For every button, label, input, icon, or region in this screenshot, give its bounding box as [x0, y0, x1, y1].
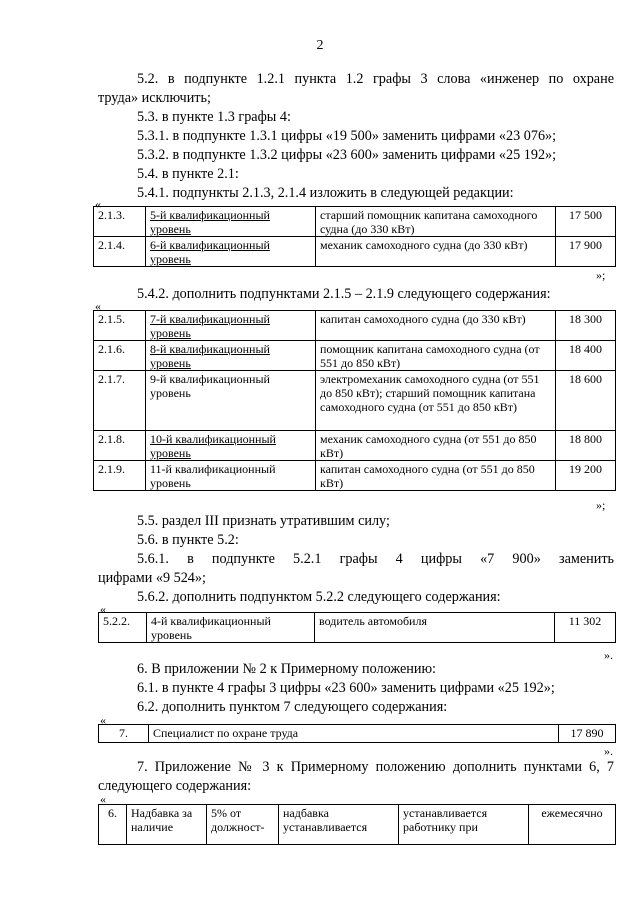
cell-position: помощник капитана самоходного судна (от 551 до 850 кВт) — [316, 341, 556, 371]
close-quote: »; — [596, 498, 606, 512]
cell-level: 7-й квалификационный уровень — [146, 311, 316, 341]
cell-num: 6. — [99, 805, 127, 845]
cell-num: 7. — [99, 725, 149, 743]
para-5-3-2: 5.3.2. в подпункте 1.3.2 цифры «23 600» заменить цифрами «25 192»; — [137, 147, 557, 163]
cell-amount: 17 900 — [556, 237, 616, 267]
table-row — [99, 613, 616, 643]
cell-num: 2.1.9. — [94, 461, 146, 491]
cell-level: 5-й квалификационный уровень — [146, 207, 316, 237]
cell-num: 2.1.5. — [94, 311, 146, 341]
para-5-2-line2: труда» исключить; — [98, 90, 211, 106]
page-number: 2 — [316, 38, 324, 53]
para-5-4: 5.4. в пункте 2.1: — [137, 166, 239, 182]
table-row — [94, 431, 616, 461]
cell-amount: 11 302 — [555, 613, 616, 643]
table-row — [94, 461, 616, 491]
cell-num: 2.1.3. — [94, 207, 146, 237]
para-5-4-2: 5.4.2. дополнить подпунктами 2.1.5 – 2.1.9 следующего содержания: — [137, 286, 551, 302]
cell-level: 11-й квалификационный уровень — [146, 461, 316, 491]
cell-amount: 18 800 — [556, 431, 616, 461]
cell-amount: 5% от должност- — [207, 805, 279, 845]
close-quote: ». — [604, 744, 613, 758]
cell-num: 2.1.4. — [94, 237, 146, 267]
para-5-4-1: 5.4.1. подпункты 2.1.3, 2.1.4 изложить в следующей редакции: — [137, 185, 514, 201]
cell-level: 9-й квалификационный уровень — [146, 371, 316, 431]
cell-level: 6-й квалификационный уровень — [146, 237, 316, 267]
open-quote: « — [95, 299, 101, 313]
table-5-2-2 — [98, 612, 616, 643]
para-5-2-line1: 5.2. в подпункте 1.2.1 пункта 1.2 графы 3 слова «инженер по охране — [137, 71, 614, 87]
table-row — [99, 725, 616, 743]
table-row — [94, 207, 616, 237]
cell-amount: 18 400 — [556, 341, 616, 371]
para-6-2: 6.2. дополнить пунктом 7 следующего содержания: — [137, 699, 448, 715]
close-quote: »; — [596, 268, 606, 282]
table-row — [94, 311, 616, 341]
cell-period: ежемесячно — [529, 805, 616, 845]
cell-condition: надбавка устанавливается — [279, 805, 399, 845]
cell-position: электромеханик самоходного судна (от 551 до 850 кВт); старший помощник капитана самоходного судна (от 551 до 850 кВт) — [316, 371, 556, 431]
close-quote: ». — [604, 648, 613, 662]
open-quote: « — [100, 792, 106, 806]
cell-level: 10-й квалификационный уровень — [146, 431, 316, 461]
table-point-7 — [98, 724, 616, 743]
cell-position: капитан самоходного судна (до 330 кВт) — [316, 311, 556, 341]
para-5-6-1-line1: 5.6.1. в подпункте 5.2.1 графы 4 цифры «7 900» заменить — [137, 551, 614, 567]
para-7-line2: следующего содержания: — [98, 778, 252, 794]
para-5-6-2: 5.6.2. дополнить подпунктом 5.2.2 следующего содержания: — [137, 589, 501, 605]
cell-position: Специалист по охране труда — [149, 725, 559, 743]
cell-position: старший помощник капитана самоходного судна (до 330 кВт) — [316, 207, 556, 237]
cell-num: 5.2.2. — [99, 613, 147, 643]
para-5-5: 5.5. раздел III признать утратившим силу; — [137, 513, 390, 529]
open-quote: « — [100, 713, 106, 727]
cell-amount: 18 600 — [556, 371, 616, 431]
table-row — [94, 237, 616, 267]
cell-amount: 17 500 — [556, 207, 616, 237]
cell-amount: 18 300 — [556, 311, 616, 341]
para-5-6: 5.6. в пункте 5.2: — [137, 532, 239, 548]
cell-amount: 19 200 — [556, 461, 616, 491]
cell-level: 8-й квалификационный уровень — [146, 341, 316, 371]
table-row — [99, 805, 616, 845]
cell-num: 2.1.8. — [94, 431, 146, 461]
cell-position: капитан самоходного судна (от 551 до 850 кВт) — [316, 461, 556, 491]
cell-level: 4-й квалификационный уровень — [147, 613, 315, 643]
table-row — [94, 371, 616, 431]
para-5-3: 5.3. в пункте 1.3 графы 4: — [137, 109, 291, 125]
cell-num: 2.1.7. — [94, 371, 146, 431]
para-6-1: 6.1. в пункте 4 графы 3 цифры «23 600» заменить цифрами «25 192»; — [137, 680, 555, 696]
cell-who: устанавливается работнику при — [399, 805, 529, 845]
para-5-3-1: 5.3.1. в подпункте 1.3.1 цифры «19 500» заменить цифрами «23 076»; — [137, 128, 557, 144]
cell-position: механик самоходного судна (до 330 кВт) — [316, 237, 556, 267]
cell-name: Надбавка за наличие — [127, 805, 207, 845]
para-5-6-1-line2: цифрами «9 524»; — [98, 570, 206, 586]
table-row — [94, 341, 616, 371]
cell-num: 2.1.6. — [94, 341, 146, 371]
cell-position: водитель автомобиля — [315, 613, 555, 643]
para-7-line1: 7. Приложение № 3 к Примерному положению дополнить пунктами 6, 7 — [137, 759, 614, 775]
table-2-1-5-9 — [93, 310, 616, 491]
table-2-1-3-4 — [93, 206, 616, 267]
table-point-6 — [98, 804, 616, 845]
open-quote: « — [100, 602, 106, 616]
para-6: 6. В приложении № 2 к Примерному положению: — [137, 661, 436, 677]
open-quote: « — [95, 197, 101, 211]
cell-amount: 17 890 — [559, 725, 616, 743]
cell-position: механик самоходного судна (от 551 до 850 кВт) — [316, 431, 556, 461]
